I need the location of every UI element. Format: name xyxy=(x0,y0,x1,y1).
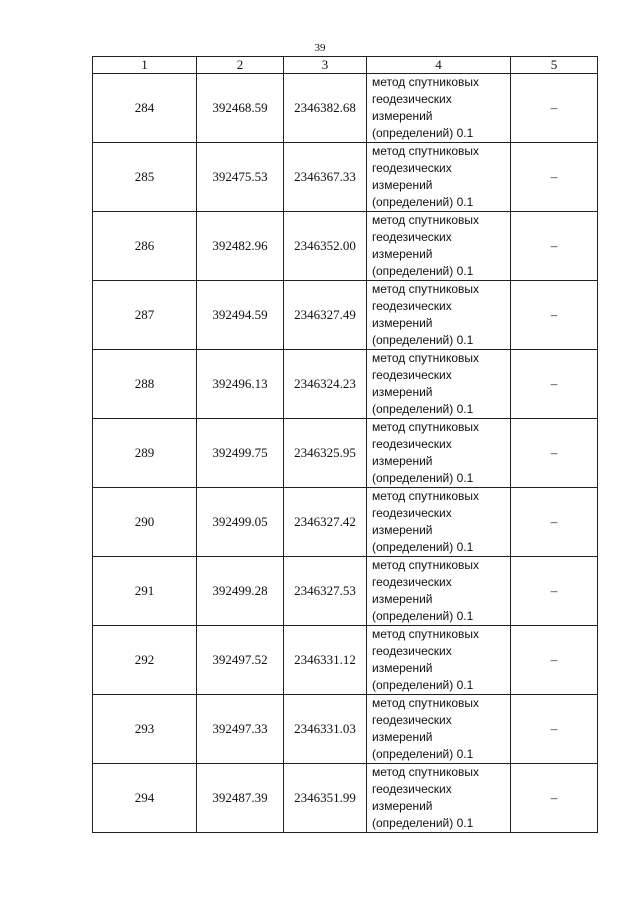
measurement-method: метод спутниковых геодезических измерений (определений) 0.1 xyxy=(367,419,511,488)
coordinate-x: 392499.05 xyxy=(197,488,284,557)
coordinate-x: 392475.53 xyxy=(197,143,284,212)
note-dash: – xyxy=(511,74,598,143)
coordinate-y: 2346324.23 xyxy=(284,350,367,419)
table-row xyxy=(93,557,598,626)
table-row xyxy=(93,419,598,488)
point-number: 291 xyxy=(93,557,197,626)
coordinate-x: 392497.33 xyxy=(197,695,284,764)
table-row xyxy=(93,212,598,281)
coordinate-y: 2346351.99 xyxy=(284,764,367,833)
coordinate-y: 2346367.33 xyxy=(284,143,367,212)
measurement-method: метод спутниковых геодезических измерений (определений) 0.1 xyxy=(367,281,511,350)
coordinate-x: 392499.75 xyxy=(197,419,284,488)
table-row xyxy=(93,626,598,695)
table-row xyxy=(93,764,598,833)
column-header-3: 3 xyxy=(284,57,367,74)
point-number: 286 xyxy=(93,212,197,281)
note-dash: – xyxy=(511,212,598,281)
measurement-method: метод спутниковых геодезических измерений (определений) 0.1 xyxy=(367,488,511,557)
note-dash: – xyxy=(511,488,598,557)
column-header-1: 1 xyxy=(93,57,197,74)
measurement-method: метод спутниковых геодезических измерений (определений) 0.1 xyxy=(367,350,511,419)
point-number: 288 xyxy=(93,350,197,419)
table-header-row xyxy=(93,57,598,74)
table-row xyxy=(93,143,598,212)
coordinate-x: 392496.13 xyxy=(197,350,284,419)
point-number: 290 xyxy=(93,488,197,557)
measurement-method: метод спутниковых геодезических измерений (определений) 0.1 xyxy=(367,557,511,626)
note-dash: – xyxy=(511,350,598,419)
measurement-method: метод спутниковых геодезических измерений (определений) 0.1 xyxy=(367,626,511,695)
point-number: 293 xyxy=(93,695,197,764)
coordinate-x: 392494.59 xyxy=(197,281,284,350)
coordinate-y: 2346327.49 xyxy=(284,281,367,350)
column-header-2: 2 xyxy=(197,57,284,74)
coordinate-y: 2346327.53 xyxy=(284,557,367,626)
note-dash: – xyxy=(511,626,598,695)
coordinate-y: 2346382.68 xyxy=(284,74,367,143)
column-header-5: 5 xyxy=(511,57,598,74)
table-row xyxy=(93,350,598,419)
coordinate-x: 392468.59 xyxy=(197,74,284,143)
coordinate-x: 392497.52 xyxy=(197,626,284,695)
coordinate-y: 2346331.03 xyxy=(284,695,367,764)
point-number: 287 xyxy=(93,281,197,350)
table-row xyxy=(93,695,598,764)
coordinate-x: 392499.28 xyxy=(197,557,284,626)
coordinate-y: 2346325.95 xyxy=(284,419,367,488)
measurement-method: метод спутниковых геодезических измерений (определений) 0.1 xyxy=(367,695,511,764)
point-number: 284 xyxy=(93,74,197,143)
measurement-method: метод спутниковых геодезических измерений (определений) 0.1 xyxy=(367,764,511,833)
point-number: 285 xyxy=(93,143,197,212)
point-number: 289 xyxy=(93,419,197,488)
coordinate-y: 2346331.12 xyxy=(284,626,367,695)
table-row xyxy=(93,488,598,557)
note-dash: – xyxy=(511,695,598,764)
point-number: 294 xyxy=(93,764,197,833)
note-dash: – xyxy=(511,419,598,488)
table-row xyxy=(93,74,598,143)
coordinates-table xyxy=(92,56,598,833)
coordinate-x: 392482.96 xyxy=(197,212,284,281)
table-body xyxy=(93,74,598,833)
point-number: 292 xyxy=(93,626,197,695)
measurement-method: метод спутниковых геодезических измерений (определений) 0.1 xyxy=(367,74,511,143)
coordinate-x: 392487.39 xyxy=(197,764,284,833)
note-dash: – xyxy=(511,764,598,833)
note-dash: – xyxy=(511,143,598,212)
coordinate-y: 2346327.42 xyxy=(284,488,367,557)
column-header-4: 4 xyxy=(367,57,511,74)
measurement-method: метод спутниковых геодезических измерений (определений) 0.1 xyxy=(367,212,511,281)
page-number: 39 xyxy=(314,42,326,54)
coordinate-y: 2346352.00 xyxy=(284,212,367,281)
measurement-method: метод спутниковых геодезических измерений (определений) 0.1 xyxy=(367,143,511,212)
note-dash: – xyxy=(511,557,598,626)
table-row xyxy=(93,281,598,350)
note-dash: – xyxy=(511,281,598,350)
